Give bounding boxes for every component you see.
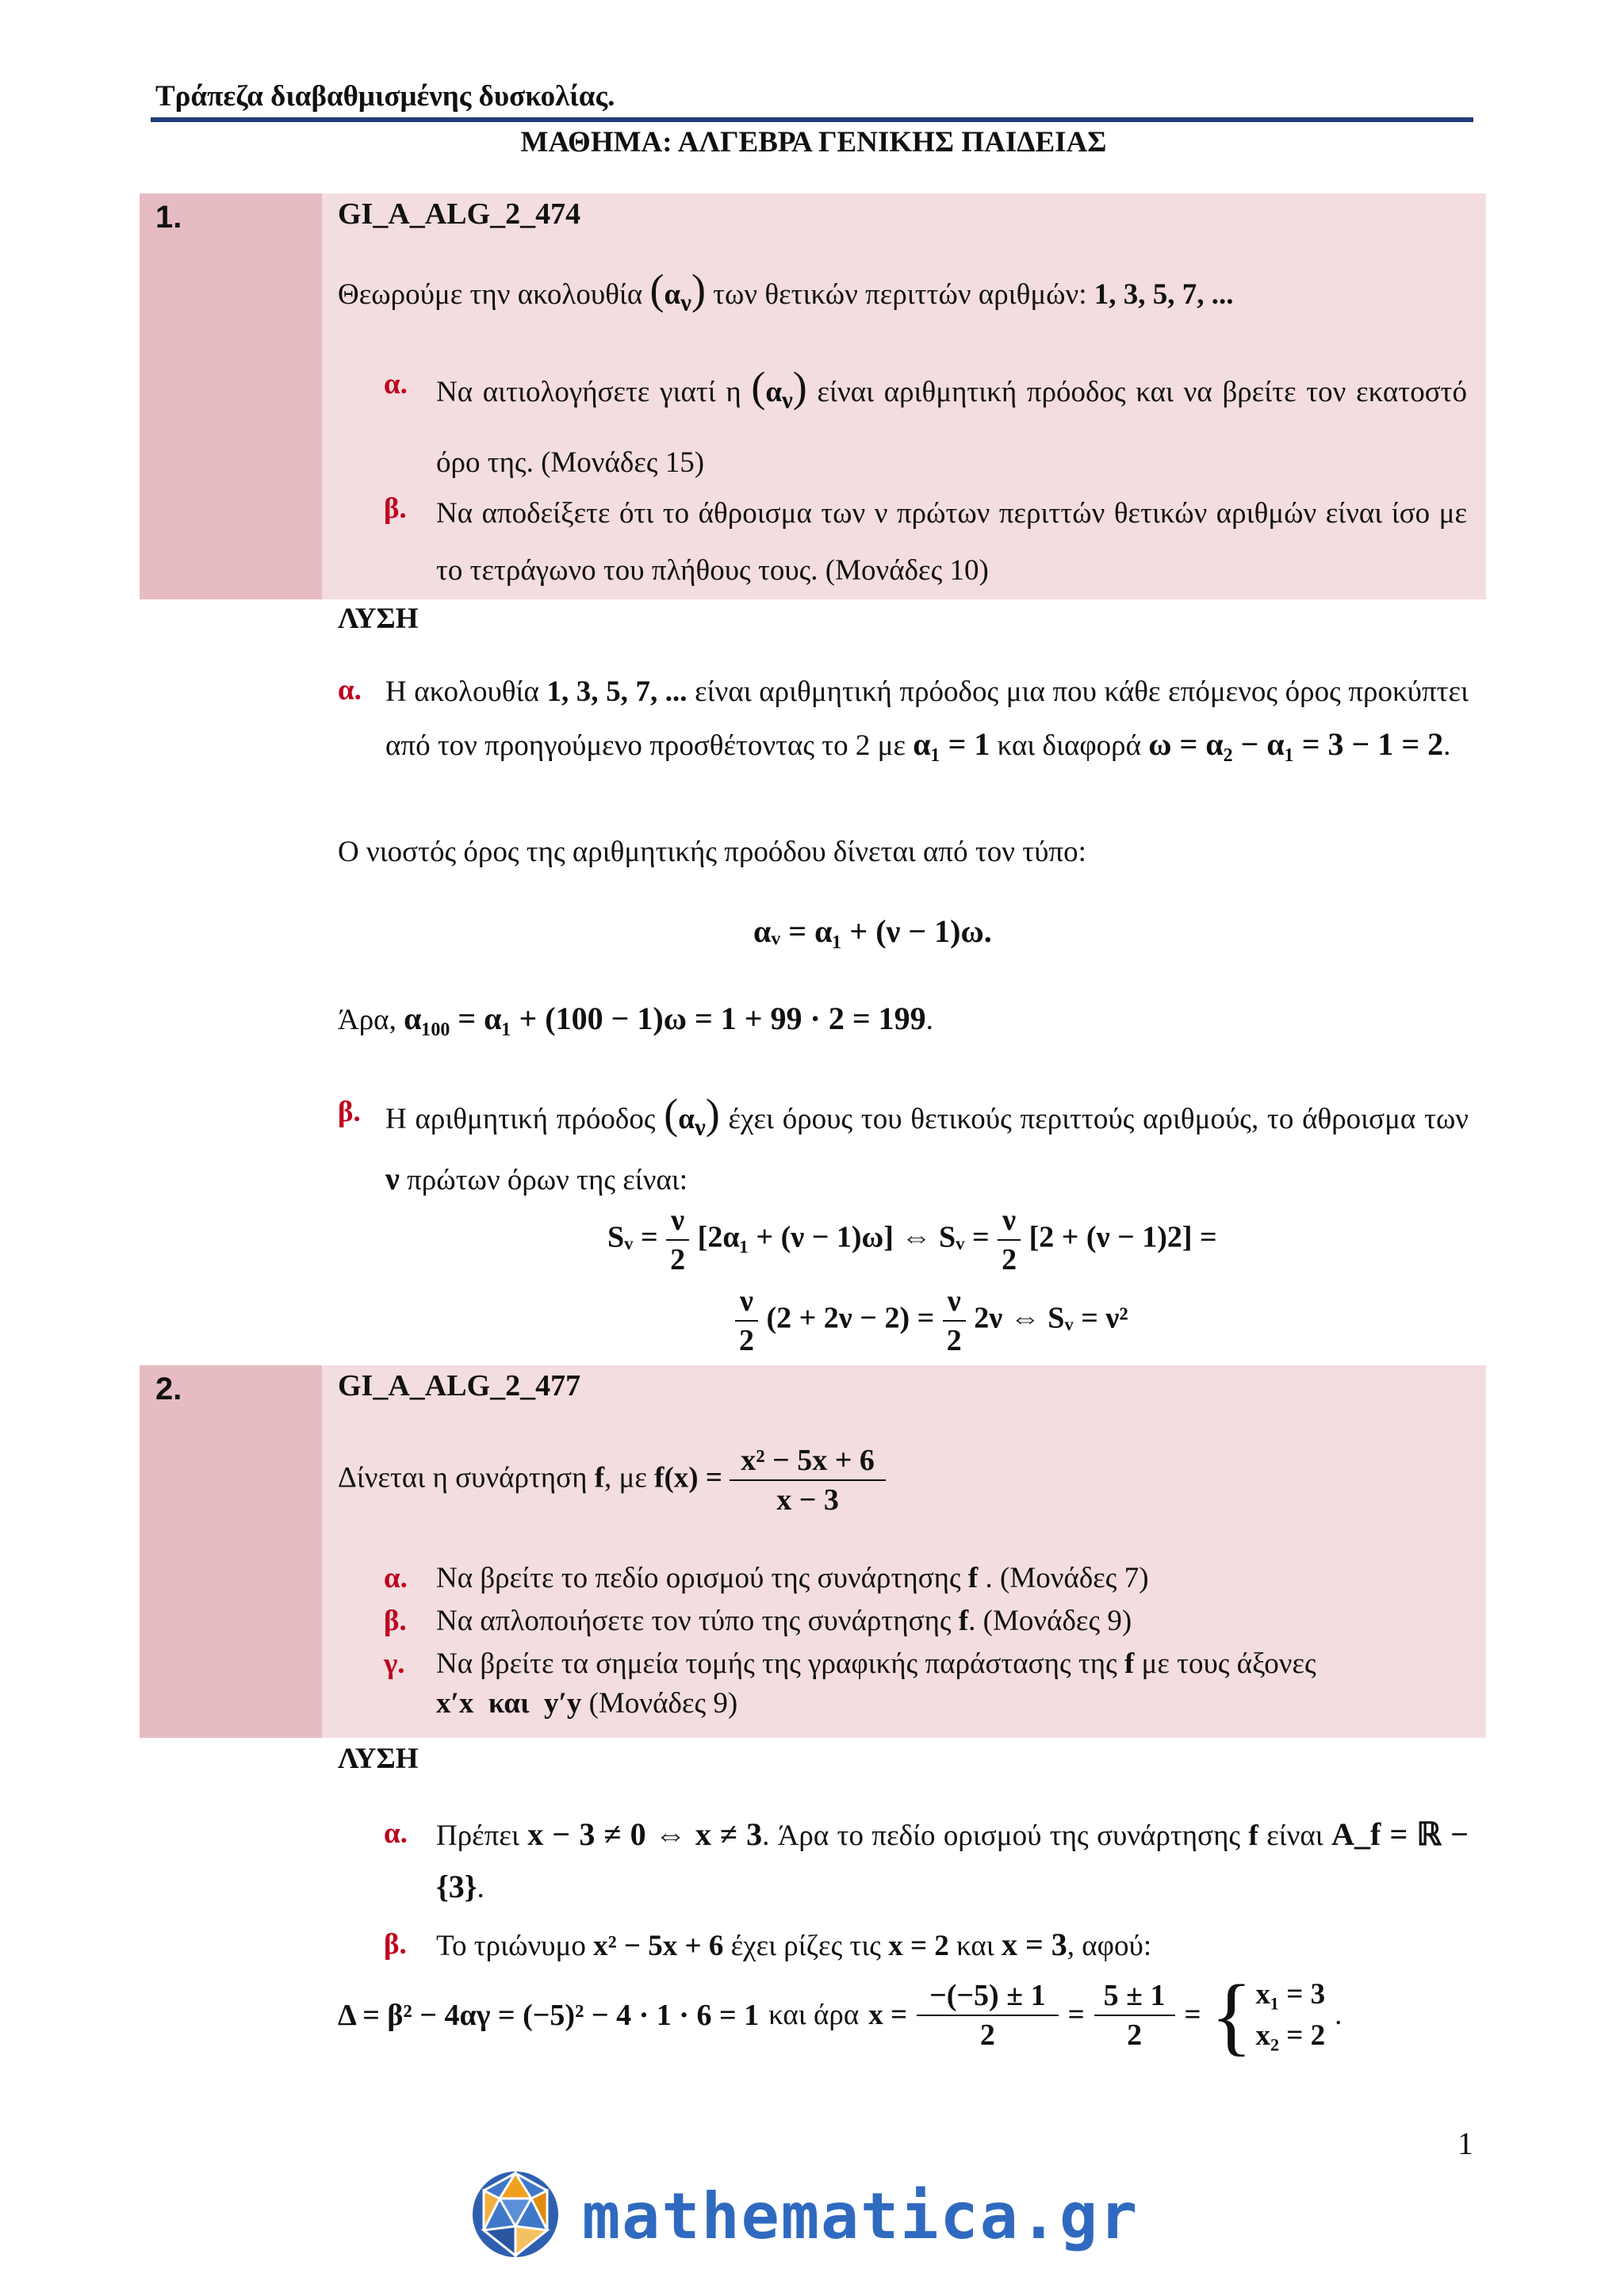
problem-1-number: 1. bbox=[155, 200, 182, 235]
solution-1-b-text: Η αριθμητική πρόοδος $(\alpha_\nu)$ έχει όρους του θετικούς περιττούς αριθμούς, το άθροισμα των ν πρώτων όρων της είναι: bbox=[385, 1090, 1469, 1197]
solution-2-a-label: α. bbox=[384, 1817, 408, 1850]
header-divider bbox=[151, 117, 1473, 122]
problem-2-part-a-text: Να βρείτε το πεδίο ορισμού της συνάρτησης f . (Μονάδες 7) bbox=[436, 1562, 1149, 1594]
discriminant-line: Δ = β² − 4αγ = (−5)² − 4 · 1 · 6 = 1 και άρα x = $\frac{-(-5) \pm 1}{2}$ = $\frac{5 \pm 1}{2}$ = { x₁ = 3 x₂ = 2 . bbox=[338, 1967, 1342, 2064]
problem-2-intro: Δίνεται η συνάρτηση f, με f(x) = $\frac{\text{x² − 5x + 6}}{x - 3}$ bbox=[338, 1441, 886, 1519]
problem-2-solution-title: ΛΥΣΗ bbox=[338, 1743, 419, 1775]
problem-1-part-a-label: α. bbox=[384, 368, 408, 400]
problem-2-part-c-label: γ. bbox=[384, 1647, 405, 1680]
problem-2-number: 2. bbox=[155, 1372, 182, 1406]
sum-formula-line-2: $\frac{\nu}{2}$ (2 + 2ν − 2) = $\frac{\nu}{2}$ 2ν ⇔ Sᵥ = ν² bbox=[734, 1282, 1128, 1360]
problem-2-part-c-text: Να βρείτε τα σημεία τομής της γραφικής παράστασης της f με τους άξονες x′x και y′y (Μονάδες 9) bbox=[436, 1647, 1316, 1720]
problem-2-number-cell bbox=[140, 1365, 322, 1738]
document-header-title: Τράπεζα διαβαθμισμένης δυσκολίας. bbox=[155, 80, 615, 113]
problem-2-code: GI_A_ALG_2_477 bbox=[338, 1369, 581, 1402]
solution-1-b-label: β. bbox=[338, 1096, 361, 1128]
problem-1-part-a-text: Να αιτιολογήσετε γιατί η $(\alpha_\nu)$ είναι αριθμητική πρόοδος και να βρείτε τον εκατοστό όρο της. (Μονάδες 15) bbox=[436, 363, 1468, 480]
solution-1-a-text: Η ακολουθία 1, 3, 5, 7, ... είναι αριθμητική πρόοδος μια που κάθε επόμενος όρος προκύπτει από τον προηγούμενο προσθέτοντας το 2 με α₁ = 1 και διαφορά ω = α₂ − α₁ = 3 − 1 = 2. bbox=[385, 675, 1469, 762]
problem-2-part-b-text: Να απλοποιήσετε τον τύπο της συνάρτησης f. (Μονάδες 9) bbox=[436, 1605, 1132, 1637]
problem-2-part-a-label: α. bbox=[384, 1562, 408, 1594]
solution-1-a-label: α. bbox=[338, 674, 362, 706]
problem-1-part-b-label: β. bbox=[384, 492, 407, 525]
sum-formula-line-1: Sᵥ = $\frac{\nu}{2}$ [2α₁ + (ν − 1)ω] ⇔ Sᵥ = $\frac{\nu}{2}$ [2 + (ν − 1)2] = bbox=[607, 1201, 1217, 1279]
problem-1-solution-title: ΛΥΣΗ bbox=[338, 603, 419, 635]
problem-1-code: GI_A_ALG_2_474 bbox=[338, 197, 581, 231]
formula-intro: Ο νιοστός όρος της αριθμητικής προόδου δίνεται από τον τύπο: bbox=[338, 836, 1086, 868]
solution-2-b-label: β. bbox=[384, 1928, 407, 1961]
polyhedron-logo-icon bbox=[468, 2167, 563, 2266]
logo-text: mathematica.gr bbox=[582, 2179, 1139, 2253]
solution-2-a-text: Πρέπει x − 3 ≠ 0 ⇔ x ≠ 3. Άρα το πεδίο ορισμού της συνάρτησης f είναι A_f = ℝ − {3}. bbox=[436, 1816, 1469, 1904]
problem-1-intro: Θεωρούμε την ακολουθία $(\alpha_\nu)$ των θετικών περιττών αριθμών: 1, 3, 5, 7, ... bbox=[338, 266, 1234, 316]
problem-1-number-cell bbox=[140, 193, 322, 599]
subject-title: ΜΑΘΗΜΑ: ΑΛΓΕΒΡΑ ΓΕΝΙΚΗΣ ΠΑΙΔΕΙΑΣ bbox=[520, 126, 1107, 159]
general-term-formula: αᵥ = α₁ + (ν − 1)ω. bbox=[753, 913, 992, 949]
problem-1-part-b-text: Να αποδείξετε ότι το άθροισμα των ν πρώτων περιττών θετικών αριθμών είναι ίσο με το τετράγωνο του πλήθους τους. (Μονάδες 10) bbox=[436, 497, 1467, 587]
mathematica-logo bbox=[468, 2168, 1150, 2263]
solution-2-b-text: Το τριώνυμο x² − 5x + 6 έχει ρίζες τις x = 2 και x = 3, αφού: bbox=[436, 1927, 1152, 1962]
result-line: Άρα, α₁₀₀ = α₁ + (100 − 1)ω = 1 + 99 · 2 = 199. bbox=[338, 1001, 933, 1036]
page-number: 1 bbox=[1457, 2126, 1473, 2161]
problem-2-part-b-label: β. bbox=[384, 1605, 407, 1637]
